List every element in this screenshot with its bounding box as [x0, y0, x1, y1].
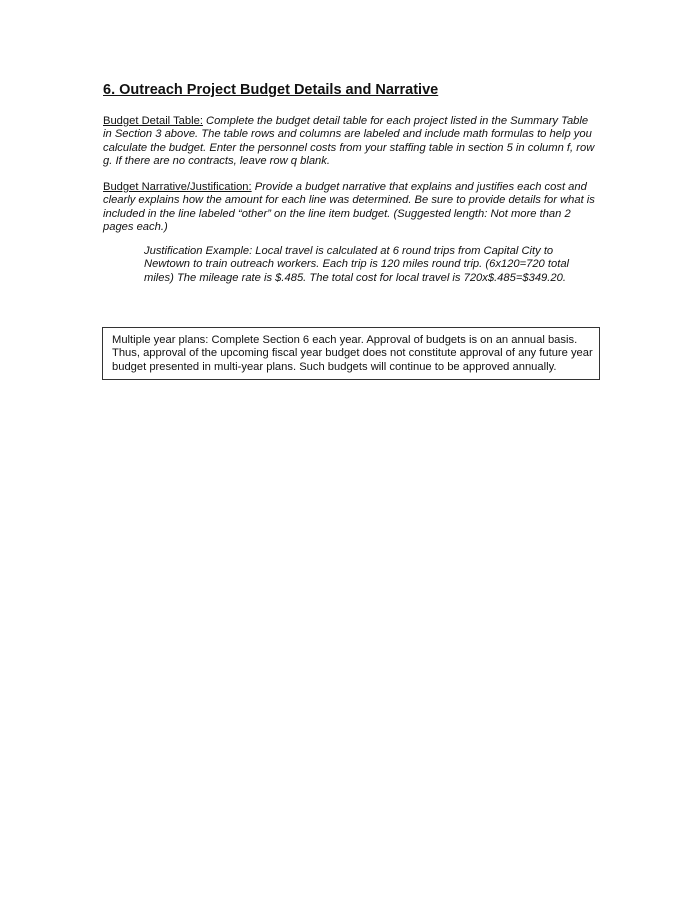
multi-year-note-box [102, 327, 600, 380]
budget-detail-label: Budget Detail Table: [103, 115, 203, 127]
budget-narrative-text: Provide a budget narrative that explains and justifies each cost and clearly explains how the amount for each line was determined. Be sure to provide details for what is included in the line labeled “other” on the line item budget. (Suggested length: Not more than 2 pages each.) [103, 181, 595, 233]
budget-detail-text: Complete the budget detail table for each project listed in the Summary Table in Section 3 above. The table rows and columns are labeled and include math formulas to help you calculate the budget. Enter the personnel costs from your staffing table in section 5 in column f, row g. If there are no contracts, leave row q blank. [103, 115, 595, 167]
justification-example: Justification Example: Local travel is calculated at 6 round trips from Capital City to Newtown to train outreach workers. Each trip is 120 miles round trip. (6x120=720 total miles) The mileage rate is $.485. The total cost for local travel is 720x$.485=$349.20. [144, 245, 570, 284]
budget-narrative-label: Budget Narrative/Justification: [103, 181, 252, 193]
section-title: 6. Outreach Project Budget Details and Narrative [103, 82, 439, 98]
budget-detail-paragraph [103, 115, 598, 168]
budget-narrative-paragraph [103, 181, 598, 234]
multi-year-note-text: Multiple year plans: Complete Section 6 each year. Approval of budgets is on an annual basis. Thus, approval of the upcoming fiscal year budget does not constitute approval of any future year budget presented in multi-year plans. Such budgets will continue to be approved annually. [112, 334, 593, 373]
